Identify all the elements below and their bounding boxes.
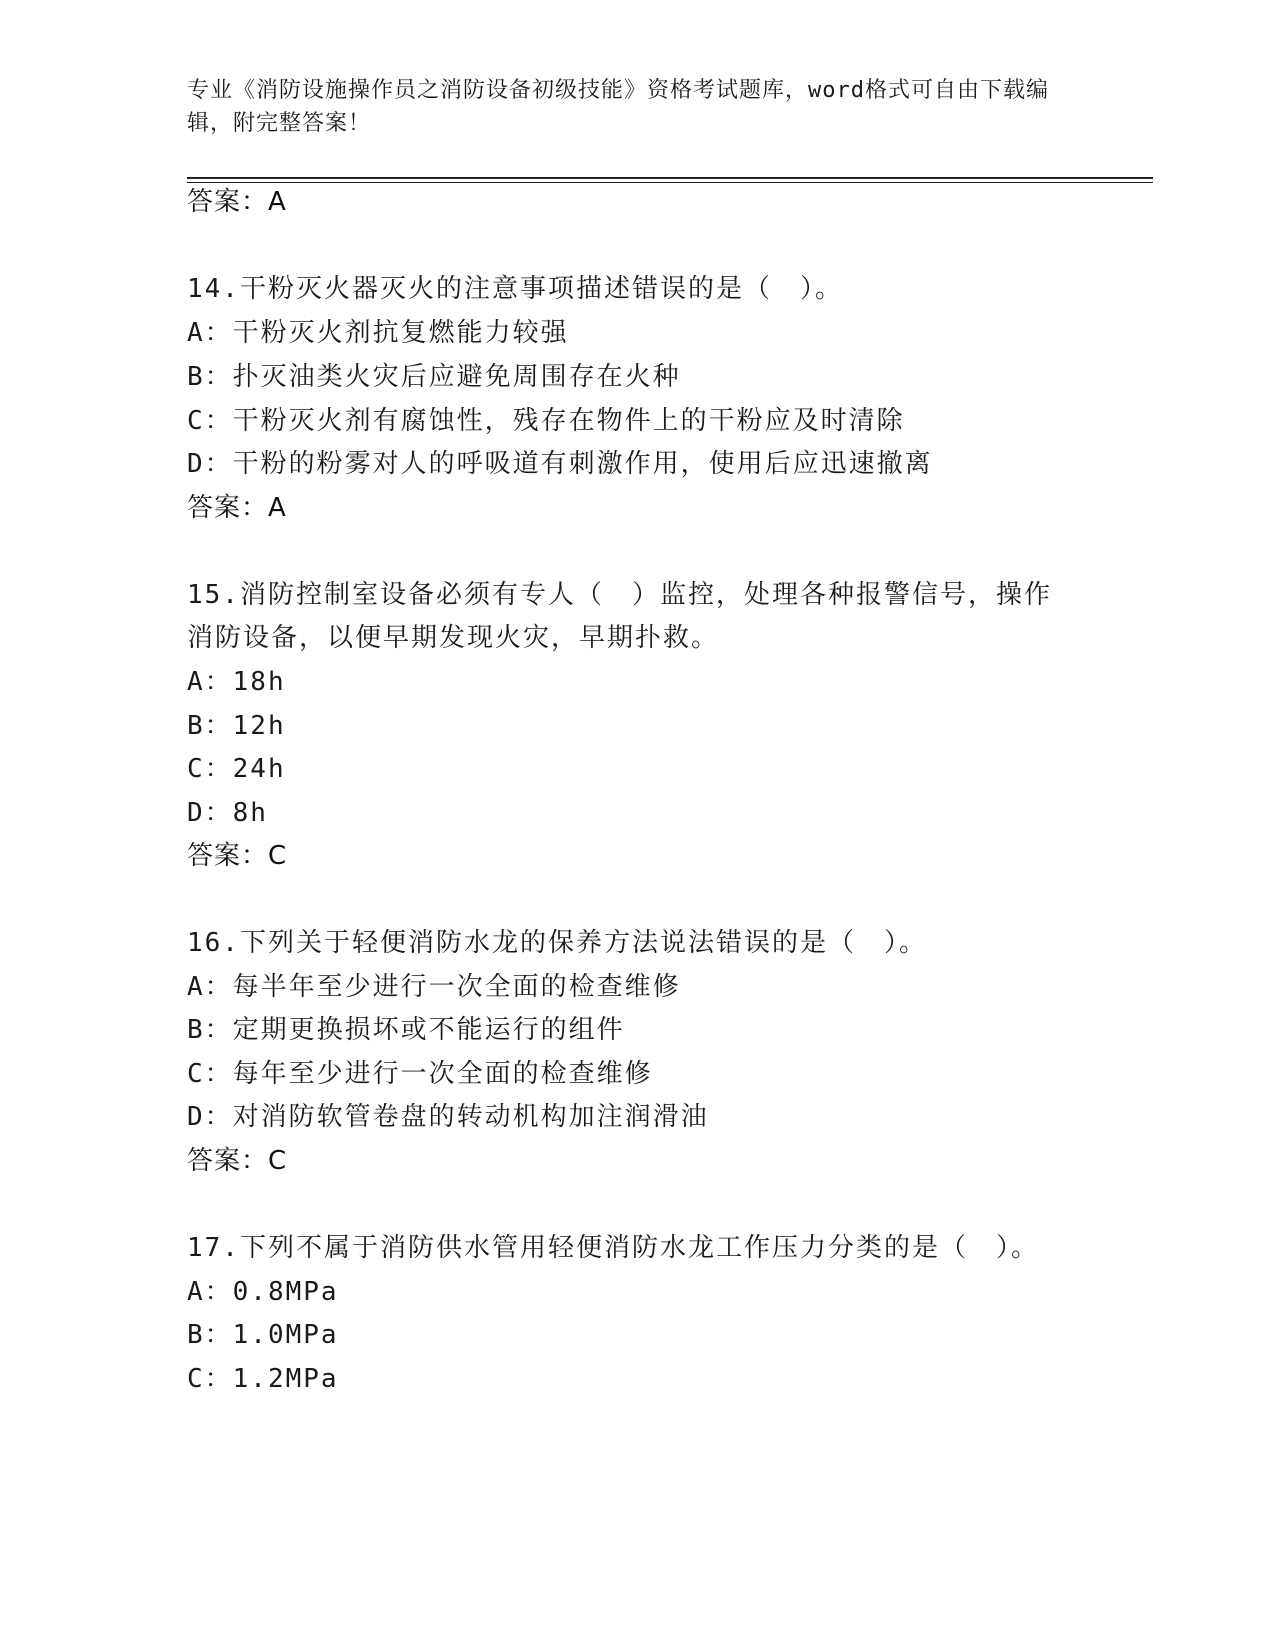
question-16-stem: 16.下列关于轻便消防水龙的保养方法说法错误的是（ ）。	[187, 928, 927, 958]
answer-previous: 答案：A	[187, 187, 287, 217]
question-16-option-c: C：每年至少进行一次全面的检查维修	[187, 1059, 653, 1089]
question-16-option-a: A：每半年至少进行一次全面的检查维修	[187, 972, 681, 1002]
question-14-option-b: B：扑灭油类火灾后应避免周围存在火种	[187, 362, 681, 392]
question-15-option-a: A：18h	[187, 667, 286, 697]
question-14-option-d: D：干粉的粉雾对人的呼吸道有刺激作用，使用后应迅速撤离	[187, 449, 933, 479]
question-16-answer: 答案：C	[187, 1146, 288, 1176]
question-15-stem-line-1: 15.消防控制室设备必须有专人（ ）监控，处理各种报警信号，操作	[187, 580, 1052, 610]
question-15-option-d: D：8h	[187, 798, 268, 828]
question-16-option-d: D：对消防软管卷盘的转动机构加注润滑油	[187, 1102, 709, 1132]
header-divider	[187, 177, 1153, 183]
question-15-answer: 答案：C	[187, 841, 288, 871]
question-14-stem: 14.干粉灭火器灭火的注意事项描述错误的是（ ）。	[187, 274, 843, 304]
question-17-option-a: A：0.8MPa	[187, 1277, 339, 1307]
question-14-option-a: A：干粉灭火剂抗复燃能力较强	[187, 318, 569, 348]
question-17-stem: 17.下列不属于消防供水管用轻便消防水龙工作压力分类的是（ ）。	[187, 1233, 1039, 1263]
question-16-option-b: B：定期更换损坏或不能运行的组件	[187, 1015, 625, 1045]
header-note: 专业《消防设施操作员之消防设备初级技能》资格考试题库，word格式可自由下载编辑，附完整答案！	[187, 78, 1049, 136]
question-14-option-c: C：干粉灭火剂有腐蚀性，残存在物件上的干粉应及时清除	[187, 406, 905, 436]
question-14-answer: 答案：A	[187, 493, 287, 523]
question-15-stem-line-2: 消防设备，以便早期发现火灾，早期扑救。	[187, 623, 720, 653]
question-15-option-b: B：12h	[187, 711, 286, 741]
question-17-option-c: C：1.2MPa	[187, 1364, 339, 1394]
question-15-option-c: C：24h	[187, 754, 286, 784]
question-17-option-b: B：1.0MPa	[187, 1320, 339, 1350]
